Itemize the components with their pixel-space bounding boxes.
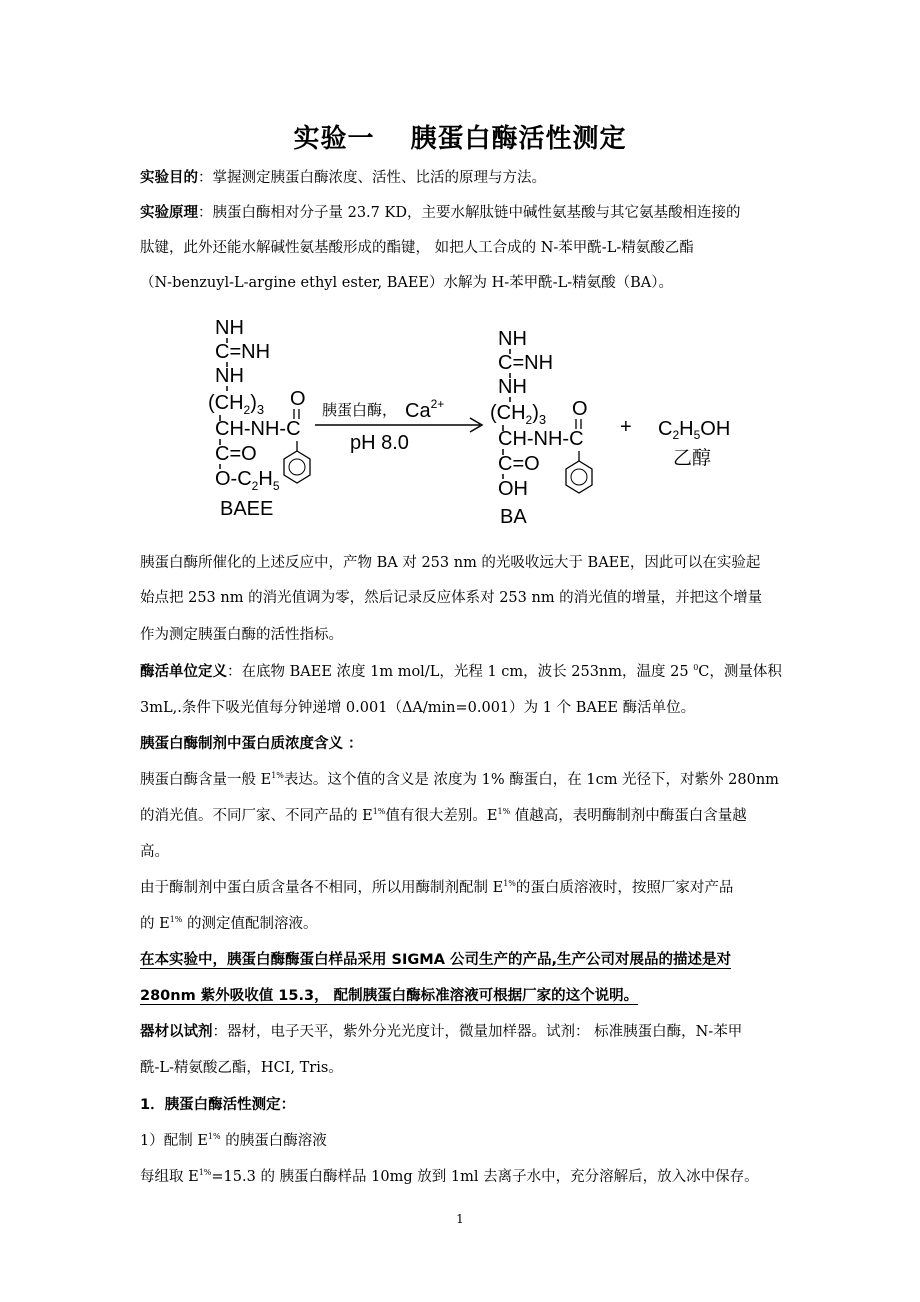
page-number: 1 — [456, 1212, 464, 1226]
baee-label: BAEE — [220, 498, 274, 520]
svg-text:O-C2H5: $O-C_2H_5$ — [215, 468, 280, 493]
ba-structure — [490, 328, 592, 528]
unit-def-line-1: 酶活单位定义：在底物 BAEE 浓度 1m mol/L，光程 1 cm，波长 253nm，温度 25 $^0$C，测量体积 — [140, 663, 782, 680]
para3-line-1: 由于酶制剂中蛋白质含量各不相同，所以用酶制剂配制 $E^{1\%}$的蛋白质溶液时，按照厂家对产品 — [140, 879, 734, 896]
svg-text:Ca2+: $Ca^{2+}$ — [405, 397, 445, 422]
section1-heading: 1．胰蛋白酶活性测定： — [140, 1097, 296, 1113]
svg-text:O: O — [572, 398, 588, 420]
ba-label: BA — [500, 506, 527, 528]
ethanol-product — [620, 416, 730, 469]
equipment-label: 器材以试剂 — [140, 1024, 213, 1040]
svg-text:O: O — [290, 388, 306, 410]
svg-text:C=NH: C=NH — [215, 341, 271, 363]
svg-text:乙醇: 乙醇 — [673, 448, 712, 469]
reaction-scheme — [140, 305, 800, 535]
purpose-label: 实验目的 — [140, 170, 198, 186]
svg-text:pH 8.0: pH 8.0 — [350, 432, 409, 454]
svg-text:(CH2)3: $(CH_2)_3$ — [208, 392, 265, 417]
reaction-arrow — [315, 397, 482, 454]
svg-text:NH: NH — [215, 317, 244, 339]
page-title: 实验一 胰蛋白酶活性测定 — [293, 124, 627, 154]
principle-line-2: 肽键，此外还能水解碱性氨基酸形成的酯键， 如把人工合成的 N-苯甲酰-L-精氨酸乙酯 — [140, 240, 694, 256]
svg-text:NH: NH — [215, 365, 244, 387]
principle-line-3: （N-benzuyl-L-argine ethyl ester, BAEE）水解为 H-苯甲酰-L-精氨酸（BA）。 — [140, 275, 673, 291]
para1-line-1: 胰蛋白酶所催化的上述反应中，产物 BA 对 253 nm 的光吸收远大于 BAEE，因此可以在实验起 — [140, 555, 761, 571]
step1-heading: 1）配制 $E^{1\%}$ 的胰蛋白酶溶液 — [140, 1132, 327, 1149]
svg-text:C=O: C=O — [215, 443, 257, 465]
svg-text:C=NH: C=NH — [498, 352, 554, 374]
svg-text:胰蛋白酶，: 胰蛋白酶， — [322, 402, 398, 419]
para2-line-1: 胰蛋白酶含量一般 $E^{1\%}$表达。这个值的含义是 浓度为 1% 酶蛋白，在 1cm 光径下，对紫外 280nm — [140, 771, 779, 788]
svg-text:NH: NH — [498, 376, 527, 398]
purpose-line: 实验目的：掌握测定胰蛋白酶浓度、活性、比活的原理与方法。 — [140, 170, 546, 186]
para3-line-2: 的 $E^{1\%}$ 的测定值配制溶液。 — [140, 915, 318, 932]
equipment-line-2: 酰-L-精氨酸乙酯，HCI, Tris。 — [140, 1060, 343, 1076]
svg-text:+: + — [620, 416, 632, 438]
baee-structure — [208, 317, 310, 520]
unit-def-line-2: 3mL,.条件下吸光值每分钟递增 0.001（ΔA/min=0.001）为 1 个 BAEE 酶活单位。 — [140, 700, 696, 716]
equipment-line-1: 器材以试剂：器材，电子天平，紫外分光光度计，微量加样器。试剂： 标准胰蛋白酶，N-苯甲 — [140, 1024, 743, 1040]
principle-line-1: 实验原理：胰蛋白酶相对分子量 23.7 KD，主要水解肽链中碱性氨基酸与其它氨基酸相连接的 — [140, 205, 741, 221]
svg-text:CH-NH-C: CH-NH-C — [215, 418, 301, 440]
unit-def-label: 酶活单位定义 — [140, 664, 227, 680]
note-line-1: 在本实验中，胰蛋白酶酶蛋白样品采用 SIGMA 公司生产的产品,生产公司对展品的描述是对 — [140, 952, 731, 968]
para1-line-3: 作为测定胰蛋白酶的活性指标。 — [140, 627, 343, 643]
para2-line-2: 的消光值。不同厂家、不同产品的 $E^{1\%}$值有很大差别。$E^{1\%}$ 值越高，表明酶制剂中酶蛋白含量越 — [140, 807, 747, 824]
svg-text:(CH2)3: $(CH_2)_3$ — [490, 402, 547, 427]
step1-text: 每组取 $E^{1\%}=15.3$ 的 胰蛋白酶样品 10mg 放到 1ml 去离子水中，充分溶解后，放入冰中保存。 — [140, 1168, 759, 1185]
protein-conc-heading: 胰蛋白酶制剂中蛋白质浓度含义 ： — [140, 736, 363, 752]
principle-label: 实验原理 — [140, 205, 198, 221]
para1-line-2: 始点把 253 nm 的消光值调为零，然后记录反应体系对 253 nm 的消光值的增量，并把这个增量 — [140, 590, 763, 606]
svg-text:OH: OH — [498, 478, 528, 500]
svg-text:NH: NH — [498, 328, 527, 350]
svg-text:C=O: C=O — [498, 453, 540, 475]
note-line-2: 280nm 紫外吸收值 15.3， 配制胰蛋白酶标准溶液可根据厂家的这个说明。 — [140, 988, 639, 1004]
svg-text:CH-NH-C: CH-NH-C — [498, 428, 584, 450]
para2-line-3: 高。 — [140, 844, 169, 860]
svg-text:C2H5OH: $C_2H_5OH$ — [658, 418, 731, 442]
